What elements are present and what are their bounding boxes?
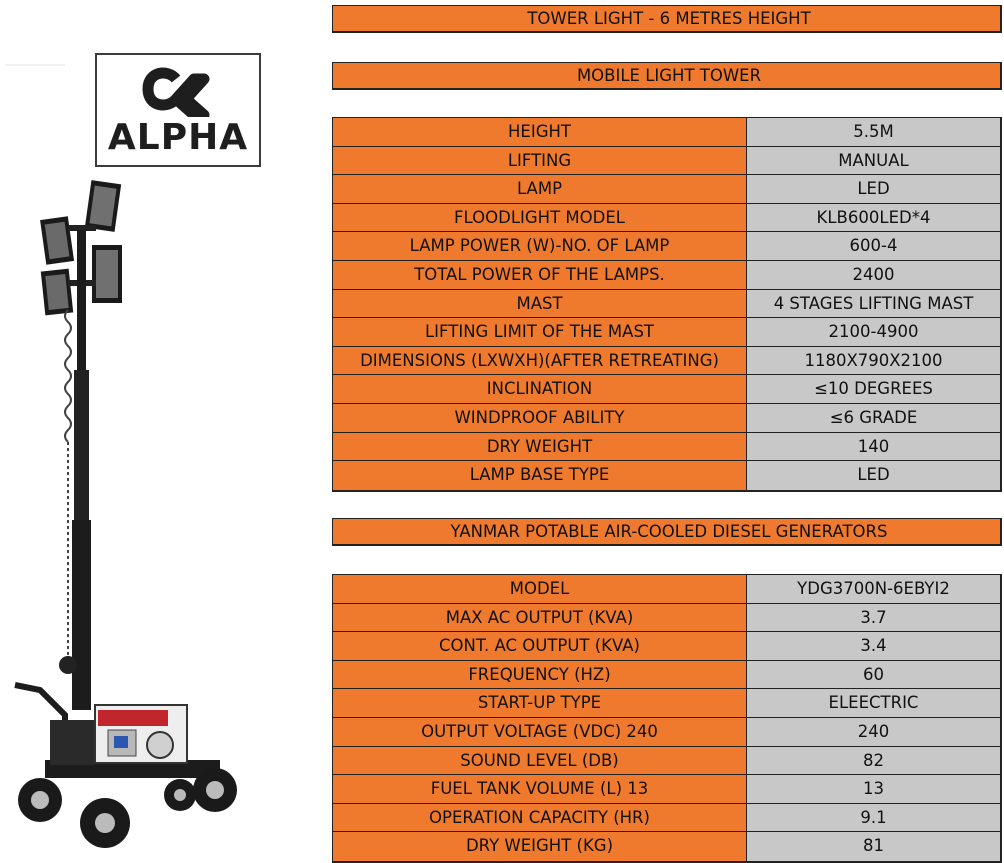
alpha-logo — [95, 53, 261, 167]
spec-value: LED — [747, 175, 1000, 204]
table-row — [333, 118, 1000, 147]
spec-label: WINDPROOF ABILITY — [333, 404, 747, 433]
spec-value: 3.4 — [747, 632, 1000, 661]
spec-value: KLB600LED*4 — [747, 204, 1000, 233]
logo-text: ALPHA — [107, 117, 249, 158]
spec-value: LED — [747, 461, 1000, 490]
table-row — [333, 347, 1000, 376]
table-row — [333, 461, 1000, 490]
spec-value: 600-4 — [747, 232, 1000, 261]
spec-value: 1180X790X2100 — [747, 347, 1000, 376]
spec-label: FREQUENCY (HZ) — [333, 661, 747, 690]
spec-value: 2100-4900 — [747, 318, 1000, 347]
spec-label: OUTPUT VOLTAGE (VDC) 240 — [333, 718, 747, 747]
spec-value: 81 — [747, 832, 1000, 861]
spec-label: LAMP BASE TYPE — [333, 461, 747, 490]
spec-value: 13 — [747, 775, 1000, 804]
spec-value: 82 — [747, 747, 1000, 776]
table-row — [333, 632, 1000, 661]
table-row — [333, 689, 1000, 718]
spec-label: DRY WEIGHT (KG) — [333, 832, 747, 861]
spec-value: ELEECTRIC — [747, 689, 1000, 718]
table-row — [333, 318, 1000, 347]
table-row — [333, 804, 1000, 833]
spec-label: FLOODLIGHT MODEL — [333, 204, 747, 233]
spec-value: 2400 — [747, 261, 1000, 290]
spec-value: YDG3700N-6EBYI2 — [747, 575, 1000, 604]
spec-label: OPERATION CAPACITY (HR) — [333, 804, 747, 833]
spec-label: INCLINATION — [333, 375, 747, 404]
table-row — [333, 575, 1000, 604]
spec-value: 4 STAGES LIFTING MAST — [747, 290, 1000, 319]
spec-value: 5.5M — [747, 118, 1000, 147]
spec-value: 140 — [747, 433, 1000, 462]
title-header: TOWER LIGHT - 6 METRES HEIGHT — [332, 5, 1002, 33]
spec-label: START-UP TYPE — [333, 689, 747, 718]
spec-label: CONT. AC OUTPUT (KVA) — [333, 632, 747, 661]
spec-label: TOTAL POWER OF THE LAMPS. — [333, 261, 747, 290]
table-row — [333, 404, 1000, 433]
spec-value: ≤6 GRADE — [747, 404, 1000, 433]
spec-value: ≤10 DEGREES — [747, 375, 1000, 404]
wheels-icon — [18, 768, 237, 848]
spec-label: LAMP — [333, 175, 747, 204]
table-row — [333, 747, 1000, 776]
table-row — [333, 775, 1000, 804]
spec-label: MAX AC OUTPUT (KVA) — [333, 604, 747, 633]
tower-spec-table — [332, 117, 1002, 492]
tower-light-image — [10, 170, 260, 860]
table-row — [333, 232, 1000, 261]
table-row — [333, 661, 1000, 690]
subtitle-header: MOBILE LIGHT TOWER — [332, 62, 1002, 90]
spec-value: 240 — [747, 718, 1000, 747]
spec-label: MAST — [333, 290, 747, 319]
table-row — [333, 832, 1000, 861]
spec-label: HEIGHT — [333, 118, 747, 147]
spec-label: DRY WEIGHT — [333, 433, 747, 462]
generator-header: YANMAR POTABLE AIR-COOLED DIESEL GENERATORS — [332, 518, 1002, 546]
table-row — [333, 175, 1000, 204]
table-row — [333, 433, 1000, 462]
alpha-symbol-icon — [142, 67, 214, 117]
table-row — [333, 204, 1000, 233]
spec-value: 9.1 — [747, 804, 1000, 833]
spec-value: 60 — [747, 661, 1000, 690]
table-row — [333, 375, 1000, 404]
table-row — [333, 261, 1000, 290]
spec-label: LIFTING LIMIT OF THE MAST — [333, 318, 747, 347]
table-row — [333, 604, 1000, 633]
spec-value: 3.7 — [747, 604, 1000, 633]
spec-label: MODEL — [333, 575, 747, 604]
table-row — [333, 718, 1000, 747]
spec-label: LAMP POWER (W)-NO. OF LAMP — [333, 232, 747, 261]
spec-label: DIMENSIONS (LXWXH)(AFTER RETREATING) — [333, 347, 747, 376]
spec-label: FUEL TANK VOLUME (L) 13 — [333, 775, 747, 804]
table-row — [333, 290, 1000, 319]
spec-value: MANUAL — [747, 147, 1000, 176]
generator-icon — [95, 705, 187, 763]
generator-spec-table — [332, 574, 1002, 863]
table-row — [333, 147, 1000, 176]
spec-label: LIFTING — [333, 147, 747, 176]
spec-label: SOUND LEVEL (DB) — [333, 747, 747, 776]
faint-line — [5, 64, 65, 66]
